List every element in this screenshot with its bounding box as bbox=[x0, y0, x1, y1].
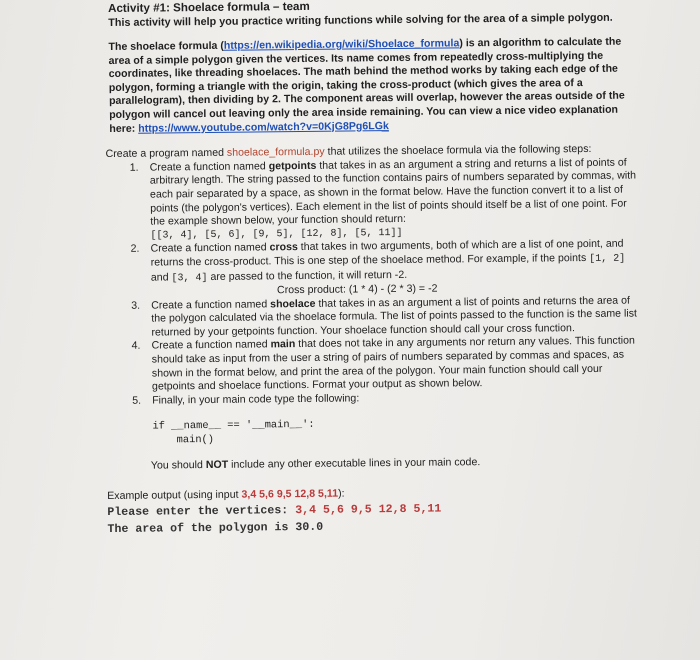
task-intro: Create a program named shoelace_formula.py that utilizes the shoelace formula via the following steps: bbox=[105, 143, 592, 161]
document-page bbox=[105, 0, 642, 538]
instruction-note: You should NOT include any other executable lines in your main code. bbox=[150, 456, 481, 473]
activity-subtitle: This activity will help you practice writing functions while solving for the area of a simple polygon. bbox=[108, 11, 613, 29]
example-result-line: The area of the polygon is 30.0 bbox=[107, 520, 324, 536]
step-5: 5. Finally, in your main code type the following: bbox=[132, 392, 360, 407]
youtube-link[interactable]: https://www.youtube.com/watch?v=0KjG8Pg6LGk bbox=[138, 119, 389, 135]
intro-paragraph: The shoelace formula (https://en.wikipedia.org/wiki/Shoelace_formula) is an algorithm to calculate the area of a simple polygon given the vertices. Its name comes from repeatedly cross-multiplying the coordinates, like threading shoelaces. The math behind the method works by taking each edge of the polygon, forming a triangle with the origin, taking the cross-product (which gives the area of a parallelogram), then dividing by 2. The component areas will overlap, however the areas outside of the polygon will cancel out leaving only the area inside remaining. You can view a nice video explanation here: https://www.youtube.com/watch?v=0KjG8Pg6LGk bbox=[108, 35, 625, 135]
example-heading: Example output (using input 3,4 5,6 9,5 12,8 5,11): bbox=[107, 487, 345, 503]
activity-title: Activity #1: Shoelace formula – team bbox=[108, 0, 310, 15]
step-2: 2. Create a function named cross that takes in two arguments, both of which are a list of one point, and returns the cross-product. This is one step of the shoelace method. For example, if the points [1, 2] and [3, 4] are passed to the function, it will return -2. Cross product: (1 * 4) - (2 * 3) = -2 bbox=[111, 238, 640, 300]
main-guard-code: if __name__ == '__main__': main() bbox=[152, 419, 315, 447]
example-prompt-line: Please enter the vertices: 3,4 5,6 9,5 12,8 5,11 bbox=[107, 502, 442, 519]
steps-list bbox=[110, 156, 641, 408]
example-output bbox=[107, 498, 641, 538]
wikipedia-link[interactable]: https://en.wikipedia.org/wiki/Shoelace_formula bbox=[223, 37, 460, 52]
cross-product-example: Cross product: (1 * 4) - (2 * 3) = -2 bbox=[276, 282, 438, 297]
step-3: 3. Create a function named shoelace that takes in as an argument a list of points and returns the area of the polygon calculated via the shoelace formula. The list of points passed to the function is the same list returned by your getpoints function. Your shoelace function should call your cross function. bbox=[131, 294, 637, 339]
filename: shoelace_formula.py bbox=[226, 145, 325, 159]
getpoints-return-example: [[3, 4], [5, 6], [9, 5], [12, 8], [5, 11]] bbox=[150, 227, 403, 242]
step-1: 1. Create a function named getpoints that takes in as an argument a string and returns a list of points of arbitrary length. The string passed to the function contains pairs of numbers separated by commas, with each pair separated by a space, as shown in the format below. Have the function convert it to a list of points (the polygon's vertices). Each element in the list of points should itself be a list of one point. For the example shown below, your function should return: [[3, 4], [5, 6], [9, 5], [12, 8], [5, 11]] bbox=[110, 156, 639, 243]
step-4: 4. Create a function named main that does not take in any arguments nor return any values. This function should take as input from the user a string of pairs of numbers separated by commas and spaces, as shown in the format below, and print the area of the polygon. Your main function should call your getpoints and shoelace functions. Format your output as shown below. bbox=[131, 334, 635, 393]
